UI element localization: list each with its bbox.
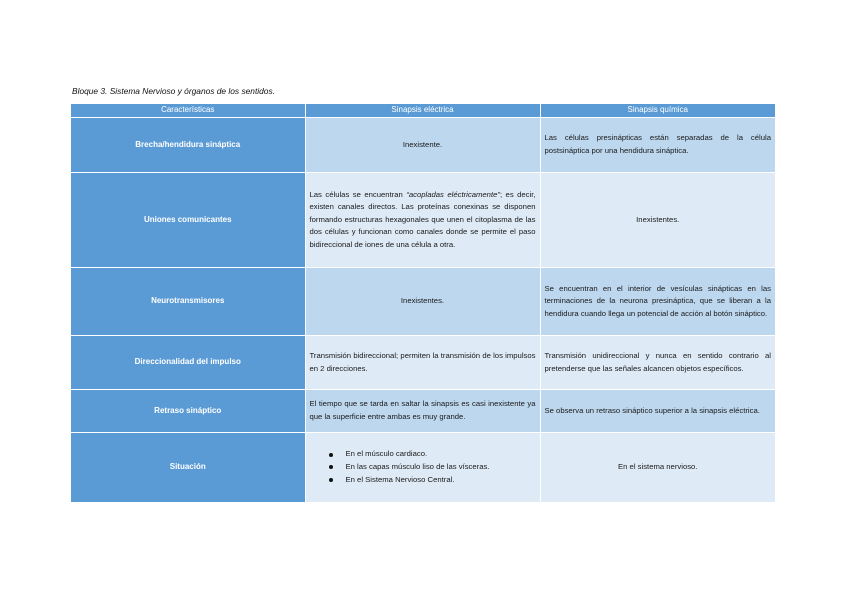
- header-characteristics: Características: [71, 104, 305, 118]
- row-label-location: Situación: [71, 433, 305, 502]
- list-item: En el Sistema Nervioso Central.: [346, 474, 536, 487]
- row-label-gap-junctions: Uniones comunicantes: [71, 173, 305, 268]
- electrical-gap-junctions-emphasis: “acopladas eléctricamente”: [406, 189, 500, 199]
- table-header-row: [71, 104, 775, 118]
- cell-electrical-neurotransmitters: Inexistentes.: [305, 268, 540, 336]
- cell-chemical-neurotransmitters: Se encuentran en el interior de vesículas sinápticas en las terminaciones de la neurona presináptica, que se liberan a la hendidura cuando llega un potencial de acción al botón sináptico.: [540, 268, 775, 336]
- document-caption: Bloque 3. Sistema Nervioso y órganos de los sentidos.: [72, 86, 275, 96]
- cell-electrical-synaptic-gap: Inexistente.: [305, 118, 540, 173]
- table-row-impulse-direction: [71, 336, 775, 390]
- cell-chemical-location: En el sistema nervioso.: [540, 433, 775, 502]
- header-electrical-synapse: Sinapsis eléctrica: [305, 104, 540, 118]
- electrical-gap-junctions-text-end: ; es decir, existen canales directos. Las proteínas conexinas se disponen formando estructuras hexagonales que unen el citoplasma de las dos células y funcionan como canales donde se permite el paso bidireccional de iones de una célula a otra.: [309, 189, 536, 249]
- row-label-synaptic-gap: Brecha/hendidura sináptica: [71, 118, 305, 173]
- list-item: En las capas músculo liso de las vísceras.: [346, 461, 536, 474]
- table-row-synaptic-gap: [71, 118, 775, 173]
- list-item: En el músculo cardiaco.: [346, 448, 536, 461]
- table-row-gap-junctions: [71, 173, 775, 268]
- cell-chemical-synaptic-delay: Se observa un retraso sináptico superior a la sinapsis eléctrica.: [540, 390, 775, 433]
- cell-electrical-gap-junctions: [305, 173, 540, 268]
- electrical-gap-junctions-text-start: Las células se encuentran: [309, 189, 407, 199]
- cell-chemical-gap-junctions: Inexistentes.: [540, 173, 775, 268]
- row-label-neurotransmitters: Neurotransmisores: [71, 268, 305, 336]
- cell-chemical-impulse-direction: Transmisión unidireccional y nunca en sentido contrario al pretenderse que las señales alcancen objetos específicos.: [540, 336, 775, 390]
- header-chemical-synapse: Sinapsis química: [540, 104, 775, 118]
- synapse-comparison-table: [71, 104, 775, 502]
- row-label-synaptic-delay: Retraso sináptico: [71, 390, 305, 433]
- cell-electrical-impulse-direction: Transmisión bidireccional; permiten la transmisión de los impulsos en 2 direcciones.: [305, 336, 540, 390]
- row-label-impulse-direction: Direccionalidad del impulso: [71, 336, 305, 390]
- table-row-location: [71, 433, 775, 502]
- cell-electrical-synaptic-delay: El tiempo que se tarda en saltar la sinapsis es casi inexistente ya que la superficie entre ambas es muy grande.: [305, 390, 540, 433]
- table-row-neurotransmitters: [71, 268, 775, 336]
- table-row-synaptic-delay: [71, 390, 775, 433]
- location-bullet-list: [310, 448, 536, 486]
- cell-electrical-location: [305, 433, 540, 502]
- cell-chemical-synaptic-gap: Las células presinápticas están separadas de la célula postsináptica por una hendidura sináptica.: [540, 118, 775, 173]
